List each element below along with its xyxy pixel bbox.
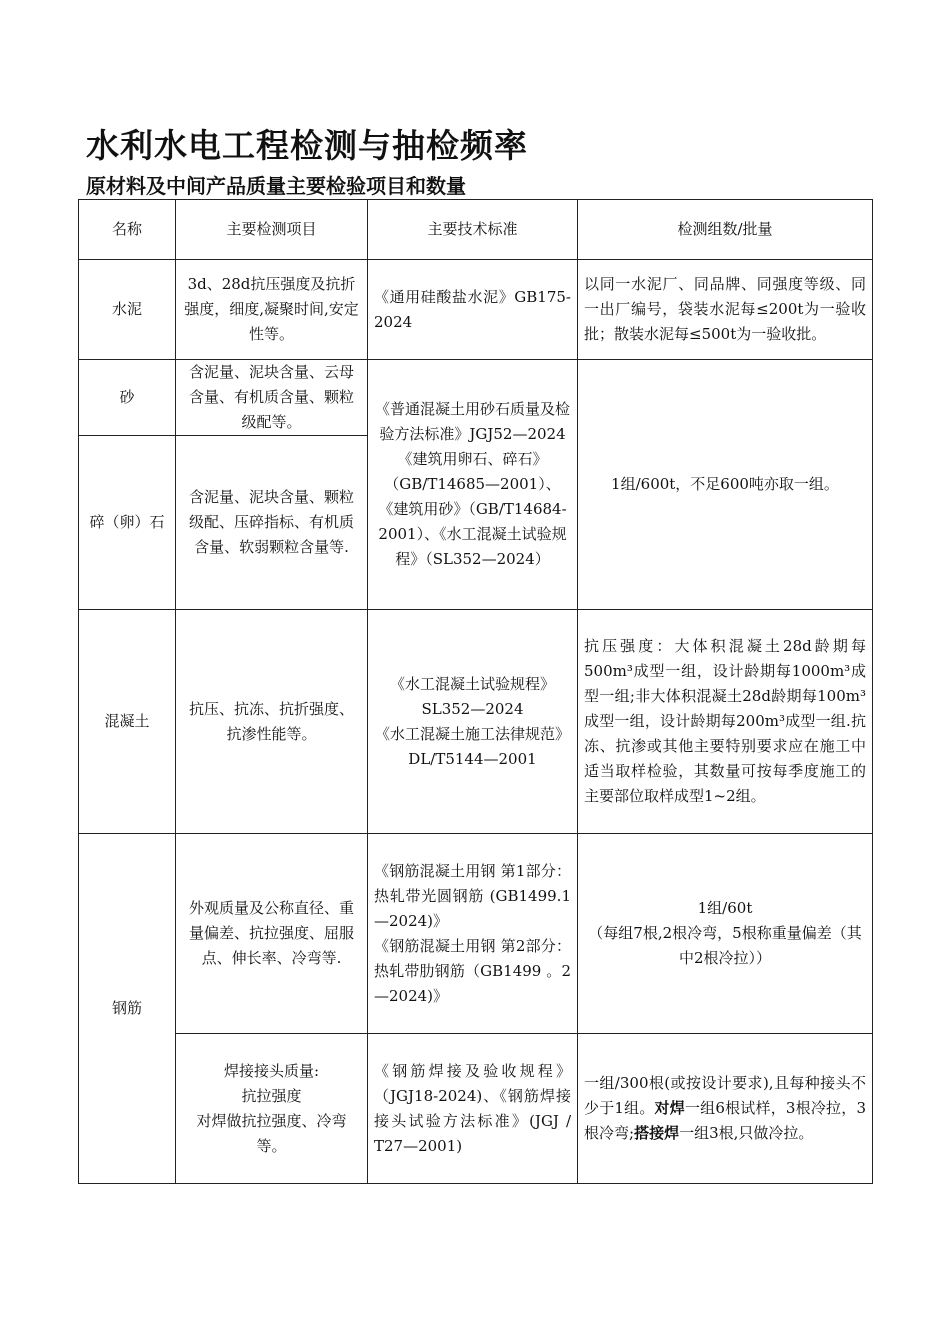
batch-text: 一组/300根(或按设计要求),且每种接头不少于1组。 [584, 1074, 866, 1117]
cell-standard: 《水工混凝土试验规程》SL352—2024 《水工混凝土施工法律规范》DL/T5144—2001 [368, 610, 578, 834]
table-row-concrete [79, 610, 873, 834]
header-items: 主要检测项目 [176, 200, 368, 260]
cell-standard: 《普通混凝土用砂石质量及检验方法标准》JGJ52—2024 《建筑用卵石、碎石》（GB/T14685—2001）、《建筑用砂》（GB/T14684-2001）、《水工混凝土试验规程》（SL352—2024） [368, 360, 578, 610]
table-row-cement [79, 260, 873, 360]
table-row-rebar [79, 834, 873, 1034]
cell-items: 焊接接头质量: 抗拉强度 对焊做抗拉强度、冷弯等。 [176, 1034, 368, 1184]
batch-text: 一组6根试样，3根冷拉，3根冷弯; [584, 1099, 866, 1142]
cell-batch: 以同一水泥厂、同品牌、同强度等级、同一出厂编号，袋装水泥每≤200t为一验收批；散装水泥每≤500t为一验收批。 [578, 260, 873, 360]
cell-standard: 《钢筋焊接及验收规程》（JGJ18-2024)、《钢筋焊接接头试验方法标准》(JGJ / T27—2001) [368, 1034, 578, 1184]
cell-name: 钢筋 [79, 834, 176, 1184]
header-standard: 主要技术标准 [368, 200, 578, 260]
cell-standard: 《钢筋混凝土用钢 第1部分：热轧带光圆钢筋 (GB1499.1—2024)》 《钢筋混凝土用钢 第2部分：热轧带肋钢筋（GB1499 。2—2024)》 [368, 834, 578, 1034]
cell-items: 外观质量及公称直径、重量偏差、抗拉强度、屈服点、伸长率、冷弯等. [176, 834, 368, 1034]
batch-line: 1组/60t [697, 899, 753, 917]
inspection-table [78, 199, 873, 1184]
cell-items: 含泥量、泥块含量、颗粒级配、压碎指标、有机质含量、软弱颗粒含量等. [176, 436, 368, 610]
batch-text: 一组3根,只做冷拉。 [679, 1124, 814, 1142]
cell-name: 混凝土 [79, 610, 176, 834]
cell-batch: 1组/600t，不足600吨亦取一组。 [578, 360, 873, 610]
cell-batch [578, 1034, 873, 1184]
batch-line: （每组7根,2根冷弯，5根称重量偏差（其中2根冷拉）） [588, 924, 862, 967]
cell-items: 3d、28d抗压强度及抗折强度，细度,凝聚时间,安定性等。 [176, 260, 368, 360]
page-title: 水利水电工程检测与抽检频率 [86, 126, 528, 165]
table-header-row [79, 200, 873, 260]
cell-batch [578, 834, 873, 1034]
batch-emphasis: 搭接焊 [634, 1124, 680, 1142]
header-batch: 检测组数/批量 [578, 200, 873, 260]
batch-emphasis: 对焊 [654, 1099, 685, 1117]
cell-name: 水泥 [79, 260, 176, 360]
cell-items: 抗压、抗冻、抗折强度、抗渗性能等。 [176, 610, 368, 834]
cell-name: 砂 [79, 360, 176, 436]
cell-items: 含泥量、泥块含量、云母含量、有机质含量、颗粒级配等。 [176, 360, 368, 436]
cell-name: 碎（卵）石 [79, 436, 176, 610]
header-name: 名称 [79, 200, 176, 260]
cell-standard: 《通用硅酸盐水泥》GB175-2024 [368, 260, 578, 360]
table-row-weld [79, 1034, 873, 1184]
page-subtitle: 原材料及中间产品质量主要检验项目和数量 [86, 174, 466, 198]
cell-batch: 抗压强度：大体积混凝土28d龄期每500m³成型一组，设计龄期每1000m³成型一组;非大体积混凝土28d龄期每100m³成型一组，设计龄期每200m³成型一组.抗冻、抗渗或其他主要特别要求应在施工中适当取样检验，其数量可按每季度施工的主要部位取样成型1~2组。 [578, 610, 873, 834]
table-row-sand [79, 360, 873, 436]
